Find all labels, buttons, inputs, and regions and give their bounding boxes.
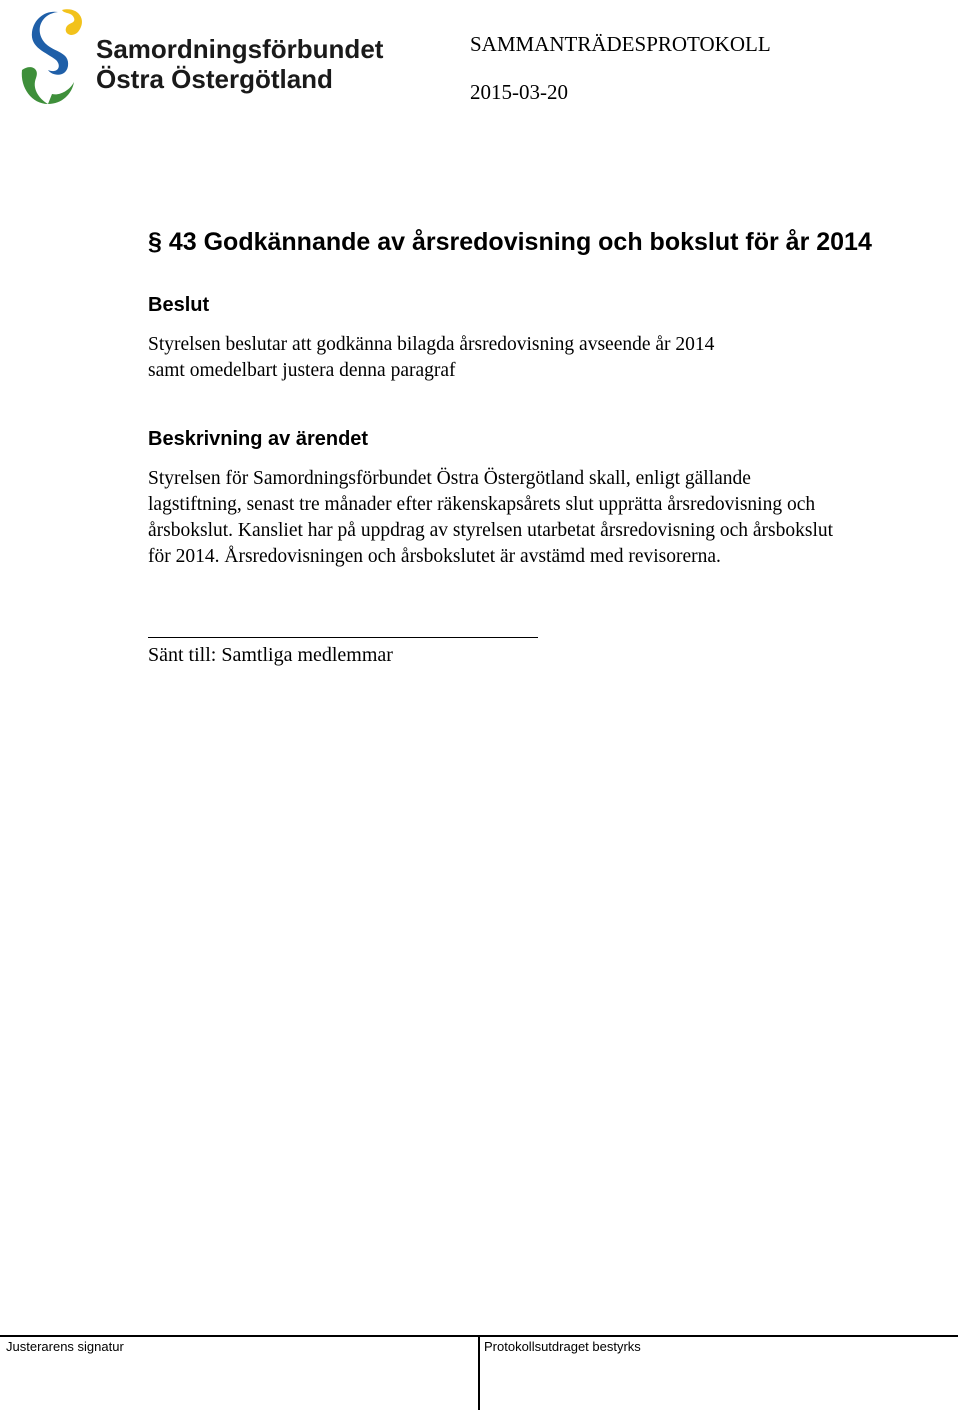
- logo-text-line1: Samordningsförbundet: [96, 34, 384, 64]
- decision-text: [148, 332, 848, 384]
- adjuster-signature-label: Justerarens signatur: [6, 1339, 124, 1354]
- document-type: SAMMANTRÄDESPROTOKOLL: [470, 32, 771, 56]
- logo-emblem-icon: [18, 4, 88, 108]
- decision-text-line2: samt omedelbart justera denna paragraf: [148, 360, 456, 381]
- distribution-note: Sänt till: Samtliga medlemmar: [148, 644, 393, 666]
- decision-heading: Beslut: [148, 294, 210, 316]
- extract-certified-label: Protokollsutdraget bestyrks: [484, 1339, 641, 1354]
- separator-line: [148, 637, 538, 638]
- logo-text-line2: Östra Östergötland: [96, 64, 333, 94]
- description-text: Styrelsen för Samordningsförbundet Östra Östergötland skall, enligt gällande lagstiftning, senast tre månader efter räkenskapsårets slut upprätta årsredovisning och årsbokslut. Kansliet har på uppdrag av styrelsen utarbetat årsredovisning och årsbokslut för 2014. Årsredovisningen och årsbokslutet är avstämd med revisorerna.: [148, 468, 834, 567]
- description-heading: Beskrivning av ärendet: [148, 428, 369, 450]
- document-date: 2015-03-20: [470, 80, 568, 104]
- organization-logo: [18, 4, 398, 108]
- footer-divider: [478, 1335, 480, 1410]
- decision-text-line1: Styrelsen beslutar att godkänna bilagda årsredovisning avseende år 2014: [148, 334, 715, 355]
- paragraph-heading: § 43 Godkännande av årsredovisning och bokslut för år 2014: [148, 228, 872, 256]
